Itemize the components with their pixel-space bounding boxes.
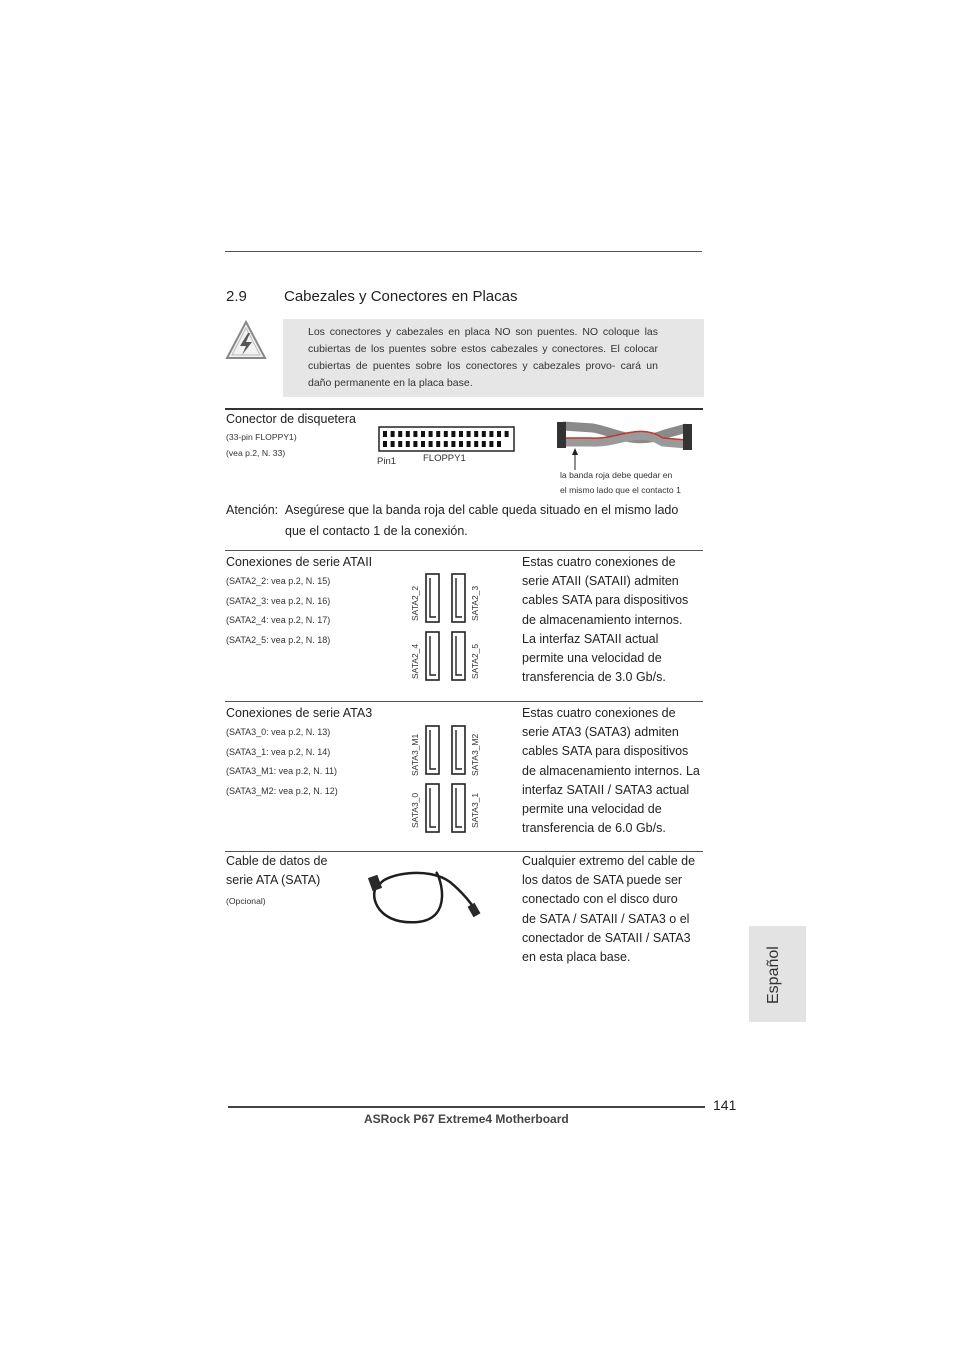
cable-desc-line: en esta placa base.: [522, 950, 631, 965]
cable-desc-line: los datos de SATA puede ser: [522, 873, 683, 888]
footer-rule: [228, 1106, 705, 1108]
cable-desc-line: de SATA / SATAII / SATA3 o el: [522, 911, 690, 926]
sataii-port-label: SATA2_2: [410, 585, 420, 621]
cable-title-line1: Cable de datos de: [226, 854, 328, 868]
sata-port-icon: [425, 631, 440, 681]
sataii-refs: [226, 572, 330, 650]
floppy-connector-label: FLOPPY1: [423, 453, 466, 464]
floppy-pin: [391, 431, 395, 437]
floppy-pin: [429, 441, 433, 447]
sata3-desc-line: cables SATA para dispositivos: [522, 744, 689, 759]
cable-description: [522, 852, 695, 967]
sata3-port-label: SATA3_1: [470, 792, 480, 828]
sataii-desc-line: La interfaz SATAII actual: [522, 631, 659, 646]
floppy-pin: [474, 431, 478, 437]
sata3-refs: [226, 723, 338, 801]
sata3-ref: (SATA3_M2: vea p.2, N. 12): [226, 785, 338, 796]
floppy-pin: [467, 441, 471, 447]
sata-port-icon: [451, 631, 466, 681]
sataii-ref: (SATA2_5: vea p.2, N. 18): [226, 634, 331, 645]
floppy-pin: [497, 441, 501, 447]
floppy-pin: [467, 431, 471, 437]
floppy-pin: [489, 441, 493, 447]
floppy-sub2: (vea p.2, N. 33): [226, 448, 286, 458]
floppy-pin: [413, 431, 417, 437]
sataii-section-rule: [225, 550, 703, 551]
floppy-pin: [482, 441, 486, 447]
floppy-pin: [391, 441, 395, 447]
sataii-port-label: SATA2_3: [470, 585, 480, 621]
sata3-desc-line: de almacenamiento internos. La: [522, 763, 700, 778]
floppy-pin: [451, 431, 455, 437]
section-title: Cabezales y Conectores en Placas: [284, 288, 518, 305]
header-rule: [225, 251, 702, 252]
floppy-pin: [489, 431, 493, 437]
cable-note-line1: la banda roja debe quedar en: [560, 470, 673, 480]
sata-port-icon: [451, 573, 466, 623]
sataii-desc-line: cables SATA para dispositivos: [522, 593, 689, 608]
floppy-pin: [436, 441, 440, 447]
sata-port-icon: [425, 725, 440, 775]
sataii-desc-line: serie ATAII (SATAII) admiten: [522, 574, 679, 589]
floppy-pin1-label: Pin1: [377, 456, 397, 467]
sata3-section-rule: [225, 701, 703, 702]
sata3-ref: (SATA3_0: vea p.2, N. 13): [226, 727, 331, 737]
warning-text: Los conectores y cabezales en placa NO son puentes. NO coloque las cubiertas de los puentes sobre estos cabezales y conectores. El colocar cubiertas de puentes sobre los conectores y cabezales provo- cará un daño permanente en la placa base.: [308, 326, 658, 389]
floppy-pin: [459, 431, 463, 437]
page-number: 141: [713, 1097, 737, 1113]
floppy-pin: [459, 441, 463, 447]
floppy-pin: [482, 431, 486, 437]
floppy-ribbon-cable-image: [555, 420, 695, 472]
sataii-title: Conexiones de serie ATAII: [226, 555, 373, 569]
floppy-pin: [451, 441, 455, 447]
sata3-port-label: SATA3_0: [410, 792, 420, 828]
floppy-pin: [421, 431, 425, 437]
floppy-pin: [429, 431, 433, 437]
sata3-description: [522, 704, 700, 838]
warning-note: [283, 319, 704, 397]
sata3-desc-line: transferencia de 6.0 Gb/s.: [522, 821, 666, 836]
sata3-desc-line: Estas cuatro conexiones de: [522, 706, 676, 720]
cable-note-line2: el mismo lado que el contacto 1: [560, 485, 681, 495]
sata-port-icon: [451, 725, 466, 775]
floppy-pin: [421, 441, 425, 447]
sataii-description: [522, 553, 688, 687]
floppy-pin: [474, 441, 478, 447]
sata3-port-label: SATA3_M2: [470, 733, 480, 776]
sata-port-icon: [451, 783, 466, 833]
sata3-ref: (SATA3_M1: vea p.2, N. 11): [226, 766, 338, 776]
sataii-port-label: SATA2_4: [410, 643, 420, 679]
language-tab-label: Español: [765, 946, 782, 1004]
cable-desc-line: conectador de SATAII / SATA3: [522, 930, 691, 945]
floppy-pin: [406, 441, 410, 447]
footer-product: ASRock P67 Extreme4 Motherboard: [364, 1112, 569, 1126]
sata3-title: Conexiones de serie ATA3: [226, 706, 373, 720]
cable-title-line2: serie ATA (SATA): [226, 873, 321, 887]
sataii-desc-line: Estas cuatro conexiones de: [522, 555, 676, 569]
cable-optional-label: (Opcional): [226, 896, 266, 906]
floppy-pin: [436, 431, 440, 437]
cable-desc-line: conectado con el disco duro: [522, 892, 678, 907]
sataii-ref: (SATA2_3: vea p.2, N. 16): [226, 595, 331, 606]
warning-triangle-icon: [225, 320, 267, 360]
sata3-desc-line: interfaz SATAII / SATA3 actual: [522, 782, 690, 797]
floppy-pin: [444, 431, 448, 437]
section-number: 2.9: [226, 288, 247, 305]
sata3-ref: (SATA3_1: vea p.2, N. 14): [226, 746, 331, 757]
sata-port-icon: [425, 783, 440, 833]
sataii-ref: (SATA2_4: vea p.2, N. 17): [226, 615, 331, 625]
sataii-ref: (SATA2_2: vea p.2, N. 15): [226, 576, 331, 586]
sataii-port-label: SATA2_5: [470, 643, 480, 679]
floppy-pin: [383, 431, 387, 437]
sataii-desc-line: permite una velocidad de: [522, 651, 662, 666]
sataii-desc-line: transferencia de 3.0 Gb/s.: [522, 670, 666, 685]
floppy-pin: [413, 441, 417, 447]
floppy-pin: [444, 441, 448, 447]
attention-label: Atención:: [226, 503, 279, 517]
floppy-pin: [406, 431, 410, 437]
floppy-sub1: (33-pin FLOPPY1): [226, 432, 297, 442]
sata3-desc-line: serie ATA3 (SATA3) admiten: [522, 725, 679, 740]
floppy-pin: [383, 441, 387, 447]
sata3-port-label: SATA3_M1: [410, 733, 420, 776]
sata-cable-image: [358, 862, 488, 930]
sata3-desc-line: permite una velocidad de: [522, 802, 662, 817]
sataii-desc-line: de almacenamiento internos.: [522, 612, 683, 627]
attention-line1: Asegúrese que la banda roja del cable queda situado en el mismo lado: [285, 503, 679, 517]
floppy-title: Conector de disquetera: [226, 412, 356, 426]
floppy-pin: [497, 431, 501, 437]
floppy-pin: [505, 431, 509, 437]
floppy-pin: [398, 441, 402, 447]
language-side-tab: [749, 926, 806, 1022]
sata-port-icon: [425, 573, 440, 623]
floppy-pin: [398, 431, 402, 437]
attention-line2: que el contacto 1 de la conexión.: [285, 524, 468, 538]
cable-desc-line: Cualquier extremo del cable de: [522, 854, 696, 868]
